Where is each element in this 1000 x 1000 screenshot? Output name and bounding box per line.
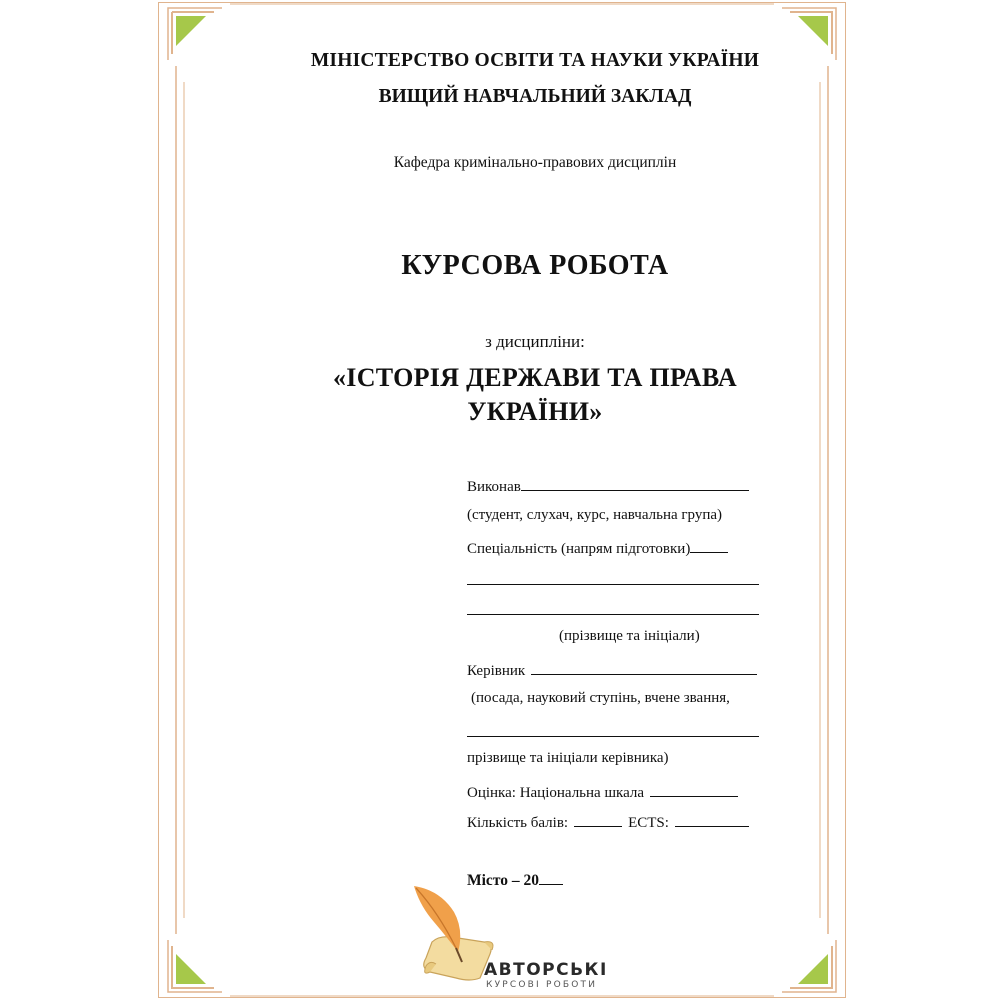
department-name: Кафедра кримінально-правових дисциплін <box>393 154 677 171</box>
ects-blank <box>675 812 749 827</box>
supervisor-row <box>467 660 757 680</box>
speciality-label: Спеціальність (напрям підготовки) <box>467 541 691 557</box>
speciality-blank <box>690 538 728 553</box>
grade-row <box>467 782 738 802</box>
supervisor-hint: (посада, науковий ступінь, вчене звання, <box>471 690 730 706</box>
corner-ornament-bottom-right <box>782 940 836 992</box>
institution-heading: ВИЩИЙ НАВЧАЛЬНИЙ ЗАКЛАД <box>378 86 692 107</box>
student-hint: (студент, слухач, курс, навчальна група) <box>467 507 723 523</box>
points-row <box>467 812 749 832</box>
speciality-line-1 <box>467 584 759 585</box>
performed-by-row <box>467 476 749 496</box>
city-year-label: Місто – 20 <box>467 872 539 889</box>
ministry-heading: МІНІСТЕРСТВО ОСВІТИ ТА НАУКИ УКРАЇНИ <box>310 50 760 71</box>
logo-subtitle: КУРСОВІ РОБОТИ <box>486 980 598 990</box>
document-title: КУРСОВА РОБОТА <box>401 250 669 281</box>
grade-label: Оцінка: Національна шкала <box>467 785 644 801</box>
supervisor-blank <box>531 660 757 675</box>
supervisor-line <box>467 736 759 737</box>
points-blank <box>574 812 622 827</box>
supervisor-name-hint: прізвище та ініціали керівника) <box>467 750 669 766</box>
grade-blank <box>650 782 738 797</box>
discipline-name-line1: «ІСТОРІЯ ДЕРЖАВИ ТА ПРАВА <box>333 363 737 392</box>
year-blank <box>539 870 563 885</box>
corner-ornament-bottom-left <box>168 940 222 992</box>
ects-label: ECTS: <box>628 815 669 831</box>
discipline-label: з дисципліни: <box>485 332 585 351</box>
speciality-line-2 <box>467 614 759 615</box>
performed-by-blank <box>521 476 749 491</box>
discipline-name-line2: УКРАЇНИ» <box>467 397 603 426</box>
points-label: Кількість балів: <box>467 815 569 831</box>
performed-by-label: Виконав <box>467 479 521 495</box>
logo-wordmark: АВТОРСЬКІ <box>484 960 608 980</box>
name-hint: (прізвище та ініціали) <box>559 628 700 644</box>
speciality-row <box>467 538 728 558</box>
supervisor-label: Керівник <box>467 663 526 679</box>
